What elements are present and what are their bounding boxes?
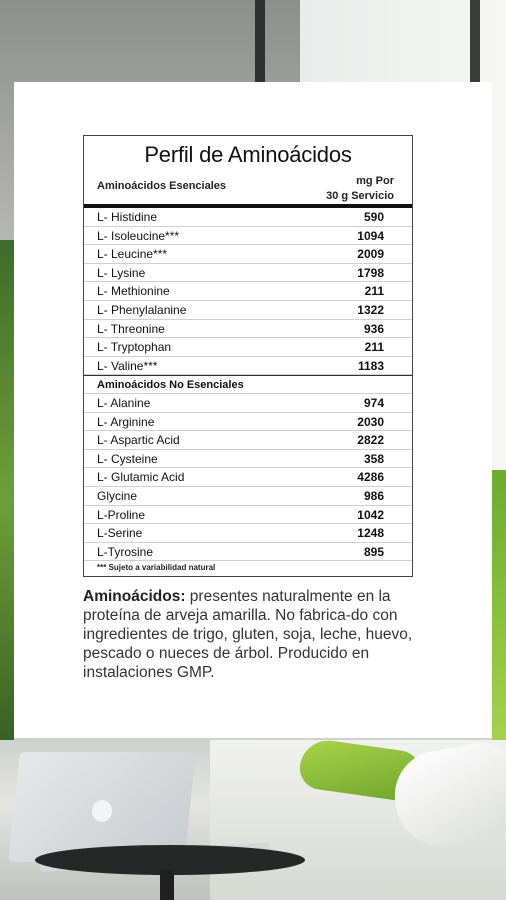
row-value: 2822 bbox=[357, 433, 384, 448]
row-name: L- Valine*** bbox=[97, 358, 158, 373]
row-value: 1322 bbox=[357, 302, 384, 317]
description-paragraph bbox=[83, 587, 423, 682]
amino-acid-panel bbox=[83, 135, 413, 577]
row-name: L- Alanine bbox=[97, 395, 151, 410]
row-name: L-Proline bbox=[97, 507, 146, 522]
row-name: L- Leucine*** bbox=[97, 247, 168, 262]
row-value: 590 bbox=[363, 210, 384, 224]
table-row bbox=[84, 506, 412, 525]
table-row bbox=[84, 320, 412, 339]
row-name: L- Isoleucine*** bbox=[97, 228, 180, 243]
footnote: *** Sujeto a variabilidad natural bbox=[97, 563, 216, 572]
table-row bbox=[84, 338, 412, 357]
essential-header: Aminoácidos Esenciales bbox=[97, 180, 226, 192]
apple-logo-icon bbox=[92, 800, 112, 822]
row-name: L- Threonine bbox=[97, 321, 165, 336]
info-card bbox=[14, 82, 492, 738]
row-name: L-Serine bbox=[97, 526, 143, 541]
row-value: 1094 bbox=[357, 228, 384, 243]
row-value: 358 bbox=[363, 451, 384, 466]
description-body: presentes naturalmente en la proteína de arveja amarilla. No fabrica-do con ingredientes de trigo, gluten, soja, leche, huevo, pescado o nueces de árbol. Producido en instalaciones GMP. bbox=[83, 588, 413, 681]
table-row bbox=[84, 450, 412, 469]
row-value: 2009 bbox=[357, 247, 384, 262]
row-name: L- Histidine bbox=[97, 210, 158, 224]
row-name: L-Tyrosine bbox=[97, 544, 154, 559]
row-name: L- Cysteine bbox=[97, 451, 158, 466]
non-essential-header: Aminoácidos No Esenciales bbox=[97, 379, 244, 392]
row-name: L- Methionine bbox=[97, 284, 170, 299]
background-plant bbox=[0, 240, 14, 760]
row-value: 1183 bbox=[357, 358, 384, 373]
row-value: 1248 bbox=[357, 526, 384, 541]
table-row bbox=[84, 208, 412, 227]
panel-title: Perfil de Aminoácidos bbox=[144, 142, 352, 167]
serving-header bbox=[326, 174, 394, 204]
background-window-frame bbox=[470, 0, 480, 90]
table-row bbox=[84, 282, 412, 301]
table-row bbox=[84, 468, 412, 487]
amino-acid-rows bbox=[84, 208, 412, 561]
row-name: L- Arginine bbox=[97, 414, 155, 429]
non-essential-header-row bbox=[84, 375, 412, 394]
table-row bbox=[84, 357, 412, 376]
row-value: 1042 bbox=[357, 507, 384, 522]
row-value: 211 bbox=[364, 340, 384, 355]
row-value: 2030 bbox=[357, 414, 384, 429]
row-name: L- Glutamic Acid bbox=[97, 470, 185, 485]
serving-header-line1: mg Por bbox=[356, 175, 394, 187]
row-value: 211 bbox=[364, 284, 384, 299]
row-value: 1798 bbox=[357, 265, 384, 280]
row-name: L- Lysine bbox=[97, 265, 146, 280]
row-value: 895 bbox=[363, 544, 384, 559]
row-value: 974 bbox=[363, 395, 384, 410]
row-name: L- Tryptophan bbox=[97, 340, 172, 355]
serving-header-line2: 30 g Servicio bbox=[326, 190, 394, 202]
description-lead: Aminoácidos: bbox=[83, 588, 186, 605]
table-row bbox=[84, 245, 412, 264]
row-value: 4286 bbox=[357, 470, 384, 485]
table-row bbox=[84, 543, 412, 562]
side-table-leg bbox=[160, 870, 174, 900]
table-row bbox=[84, 301, 412, 320]
table-row bbox=[84, 264, 412, 283]
table-row bbox=[84, 394, 412, 413]
background-foliage bbox=[492, 470, 506, 750]
table-row bbox=[84, 524, 412, 543]
row-value: 936 bbox=[363, 321, 384, 336]
row-name: L- Phenylalanine bbox=[97, 302, 187, 317]
row-name: Glycine bbox=[97, 488, 138, 503]
row-value: 986 bbox=[363, 488, 384, 503]
table-row bbox=[84, 487, 412, 506]
table-row bbox=[84, 227, 412, 246]
row-name: L- Aspartic Acid bbox=[97, 433, 180, 448]
table-row bbox=[84, 431, 412, 450]
table-row bbox=[84, 413, 412, 432]
